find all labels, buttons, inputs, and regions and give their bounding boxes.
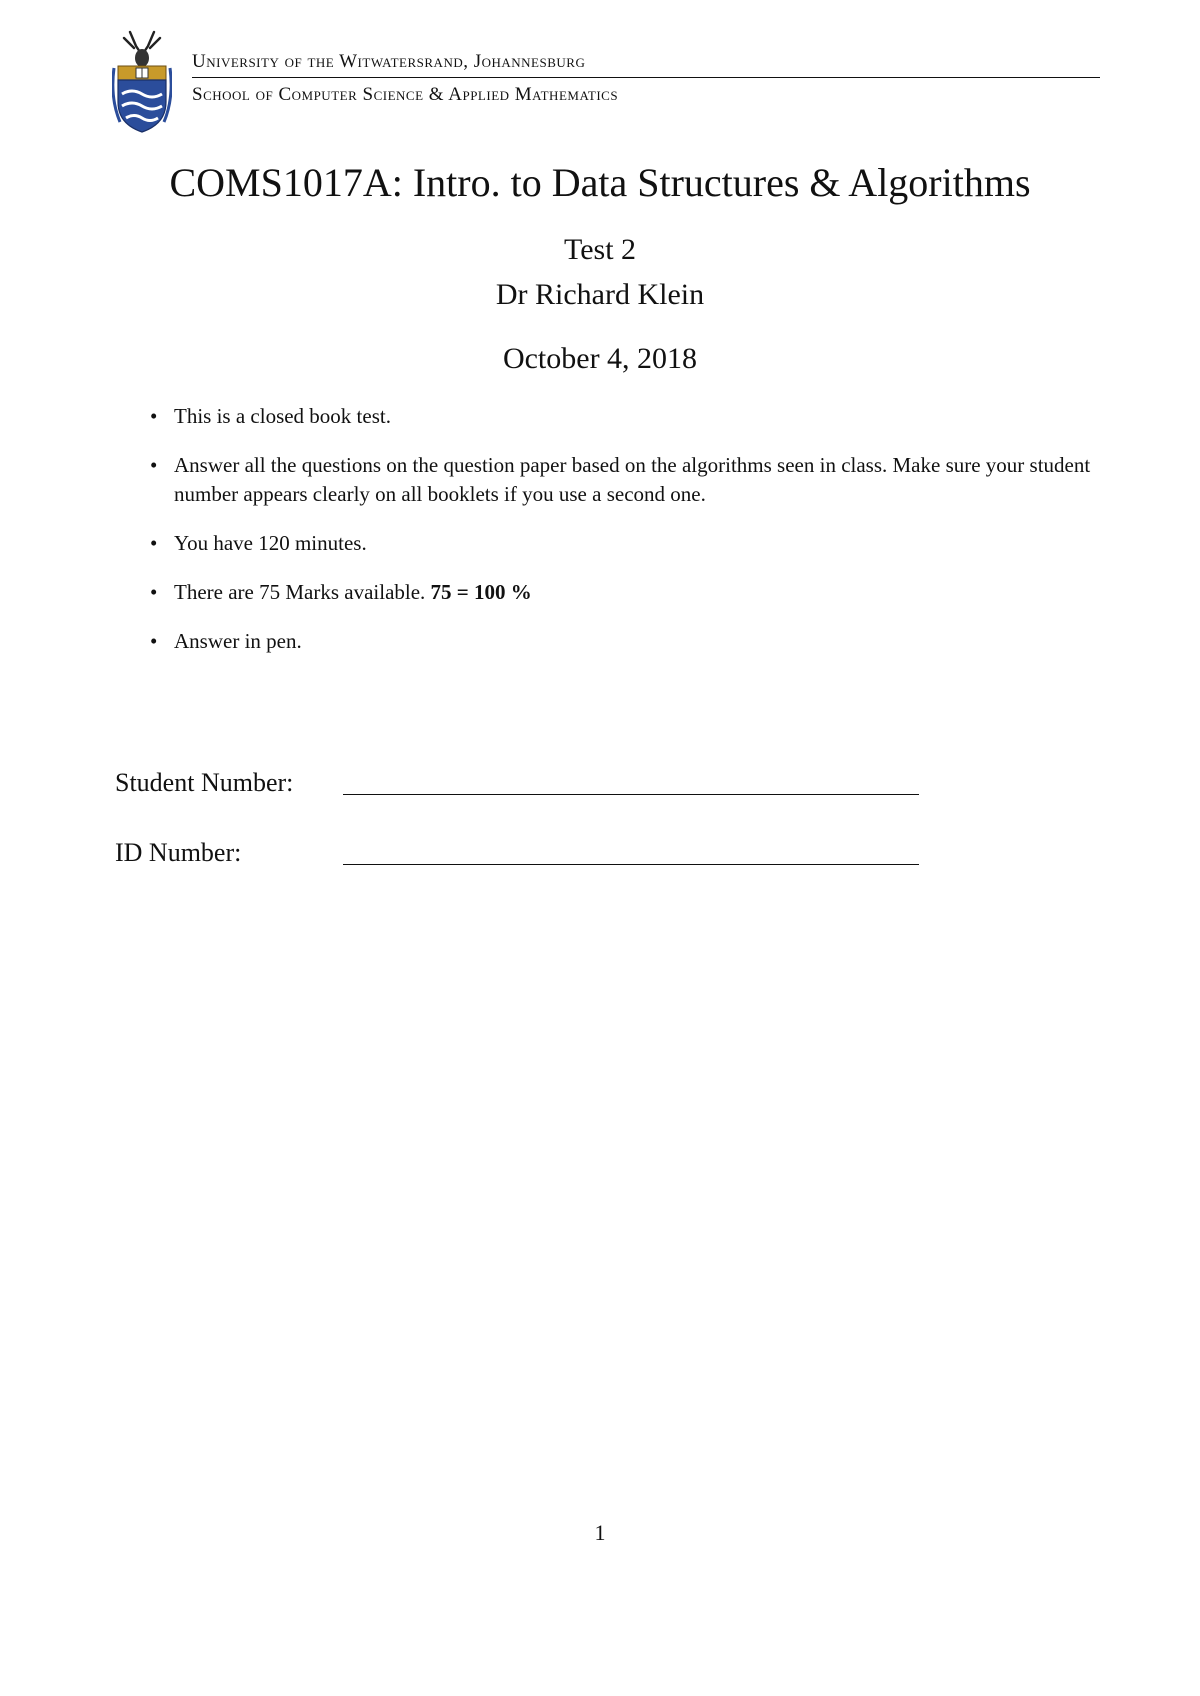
student-number-field[interactable] — [115, 766, 935, 800]
university-name: University of the Witwatersrand, Johannesburg — [192, 50, 1100, 78]
id-number-blank[interactable] — [343, 864, 919, 865]
instruction-text: There are 75 Marks available. — [174, 580, 426, 604]
bullet-icon: • — [150, 404, 158, 428]
test-name: Test 2 — [563, 233, 637, 266]
instruction-item — [150, 529, 1100, 558]
bullet-icon: • — [150, 580, 158, 604]
student-number-blank[interactable] — [343, 794, 919, 795]
instruction-item — [150, 402, 1100, 431]
page-number: 1 — [594, 1520, 606, 1545]
student-number-label: Student Number: — [115, 768, 294, 797]
instruction-text: Answer in pen. — [174, 629, 302, 653]
marks-emphasis: 75 = 100 % — [430, 580, 532, 604]
instruction-text: You have 120 minutes. — [174, 531, 367, 555]
course-title: COMS1017A: Intro. to Data Structures & Algorithms — [169, 160, 1031, 205]
instruction-text: This is a closed book test. — [174, 404, 391, 428]
bullet-icon: • — [150, 453, 158, 477]
university-crest-logo — [112, 28, 172, 136]
id-number-label: ID Number: — [115, 838, 242, 867]
instruction-item — [150, 578, 1100, 607]
instruction-text: Answer all the questions on the question paper based on the algorithms seen in class. Make sure your student number appears clearly on all booklets if you use a second one. — [174, 453, 1091, 506]
letterhead — [192, 50, 1100, 107]
bullet-icon: • — [150, 531, 158, 555]
bullet-icon: • — [150, 629, 158, 653]
id-number-field[interactable] — [115, 836, 935, 870]
school-name: School of Computer Science & Applied Mathematics — [192, 84, 619, 105]
author-name: Dr Richard Klein — [495, 278, 705, 311]
instructions-list — [150, 402, 1100, 676]
instruction-item — [150, 451, 1100, 509]
instruction-item — [150, 627, 1100, 656]
exam-date: October 4, 2018 — [502, 342, 698, 375]
